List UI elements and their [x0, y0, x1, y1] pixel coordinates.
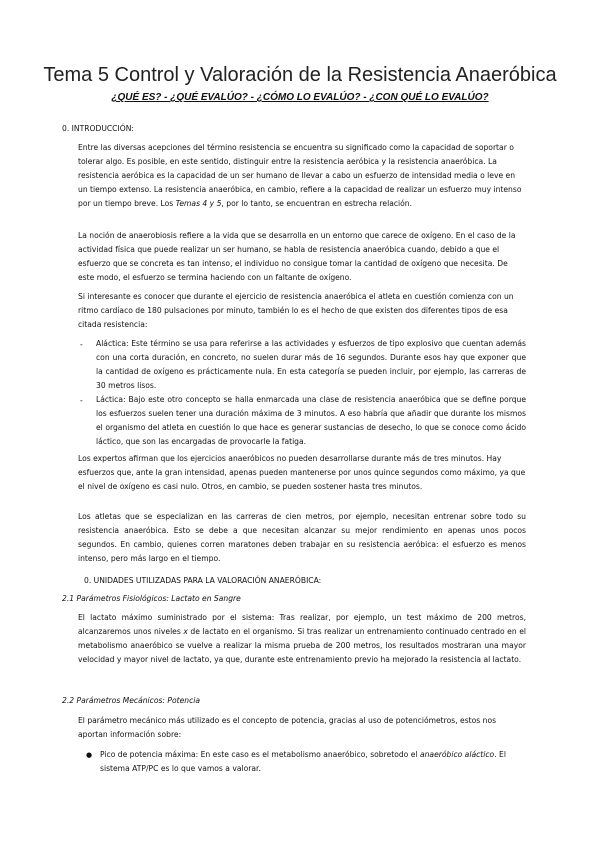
section-heading-units: 0. UNIDADES UTILIZADAS PARA LA VALORACIÓN ANAERÓBICA: — [84, 576, 322, 585]
list-item-alactica: Aláctica: Este término se usa para referirse a las actividades y esfuerzos de tipo explosivo que cuentan además con una corta duración, en concreto, no suelen durar más de 16 segundos. Durante esos hay que exponer que la cantidad de oxígeno es prácticamente nula. En esta categoría se pueden incluir, por ejemplo, las carreras de 30 metros lisos. — [96, 339, 526, 390]
list-item-lactica: Láctica: Bajo este otro concepto se halla enmarcada una clase de resistencia anaeróbica que se define porque los esfuerzos suelen tener una duración máxima de 3 minutos. A eso habría que añadir que durante los mismos el organismo del atleta en cuestión lo que hace es generar sustancias de desecho, lo que se conoce como ácido láctico, que son las encargadas de provocarle la fatiga. — [96, 395, 526, 446]
paragraph-4: Los expertos afirman que los ejercicios anaeróbicos no pueden desarrollarse durante más de tres minutos. Hay esfuerzos que, ante la gran intensidad, apenas pueden mantenerse por unos quince segundos como máximo, ya que el nivel de oxígeno es casi nulo. Otros, en cambio, se pueden sostener hasta tres minutos. — [78, 454, 526, 491]
subsection-heading-2-2: 2.2 Parámetros Mecánicos: Potencia — [62, 696, 201, 705]
paragraph-intro-1: Entre las diversas acepciones del término resistencia se encuentra su significado como la capacidad de soportar o tolerar algo. Es posible, en este sentido, distinguir entre la resistencia aeróbica y la resistencia anaeróbica. La resistencia aeróbica es la capacidad de un ser humano de llevar a cabo un esfuerzo de intensidad media o leve en un tiempo extenso. La resistencia anaeróbica, en cambio, refiere a la capacidad de realizar un esfuerzo muy intenso por un tiempo breve. Los Temas 4 y 5, por lo tanto, se encuentran en estrecha relación. — [78, 143, 522, 208]
paragraph-intro-3: Si interesante es conocer que durante el ejercicio de resistencia anaeróbica el atleta en cuestión comienza con un ritmo cardíaco de 180 pulsaciones por minuto, también lo es el hecho de que existen dos diferentes tipos de esa citada resistencia: — [78, 292, 514, 329]
subsection-heading-2-1: 2.1 Parámetros Fisiológicos: Lactato en Sangre — [62, 594, 241, 603]
section-heading-intro: 0. INTRODUCCIÓN: — [62, 124, 134, 133]
list-marker: - — [80, 396, 83, 405]
bullet-icon: ● — [86, 751, 93, 759]
list-item-pico-potencia: Pico de potencia máxima: En este caso es el metabolismo anaeróbico, sobretodo el anaeróbico aláctico. El sistema ATP/PC es lo que vamos a valorar. — [100, 750, 506, 773]
paragraph-potencia: El parámetro mecánico más utilizado es el concepto de potencia, gracias al uso de potenciómetros, estos nos aportan información sobre: — [78, 716, 497, 739]
paragraph-lactato: El lactato máximo suministrado por el sistema: Tras realizar, por ejemplo, un test máximo de 200 metros, alcanzaremos unos niveles x de lactato en el organismo. Si tras realizar un entrenamiento continuado centrado en el metabolismo anaeróbico se vuelve a realizar la misma prueba de 200 metros, los resultados mostraran una mayor velocidad y mayor nivel de lactato, ya que, durante este entrenamiento previo ha mejorado la resistencia al lactato. — [78, 613, 526, 664]
paragraph-5: Los atletas que se especializan en las carreras de cien metros, por ejemplo, necesitan entrenar sobre todo su resistencia anaeróbica. Esto se debe a que necesitan alcanzar su mejor rendimiento en apenas unos pocos segundos. En cambio, quienes corren maratones deben trabajar en su resistencia aeróbica: el esfuerzo es menos intenso, pero más largo en el tiempo. — [78, 512, 526, 563]
page-subtitle: ¿QUÉ ES? - ¿QUÉ EVALÚO? - ¿CÓMO LO EVALÚO? - ¿CON QUÉ LO EVALÚO? — [111, 92, 489, 103]
paragraph-intro-2: La noción de anaerobiosis refiere a la vida que se desarrolla en un entorno que carece de oxígeno. En el caso de la actividad física que puede realizar un ser humano, se habla de resistencia anaeróbica cuando, debido a que el esfuerzo que se concreta es tan intenso, el individuo no consigue tomar la cantidad de oxígeno que necesita. De este modo, el esfuerzo se termina haciendo con un faltante de oxígeno. — [78, 231, 516, 282]
page-title: Tema 5 Control y Valoración de la Resistencia Anaeróbica — [43, 64, 557, 86]
list-marker: - — [80, 340, 83, 349]
